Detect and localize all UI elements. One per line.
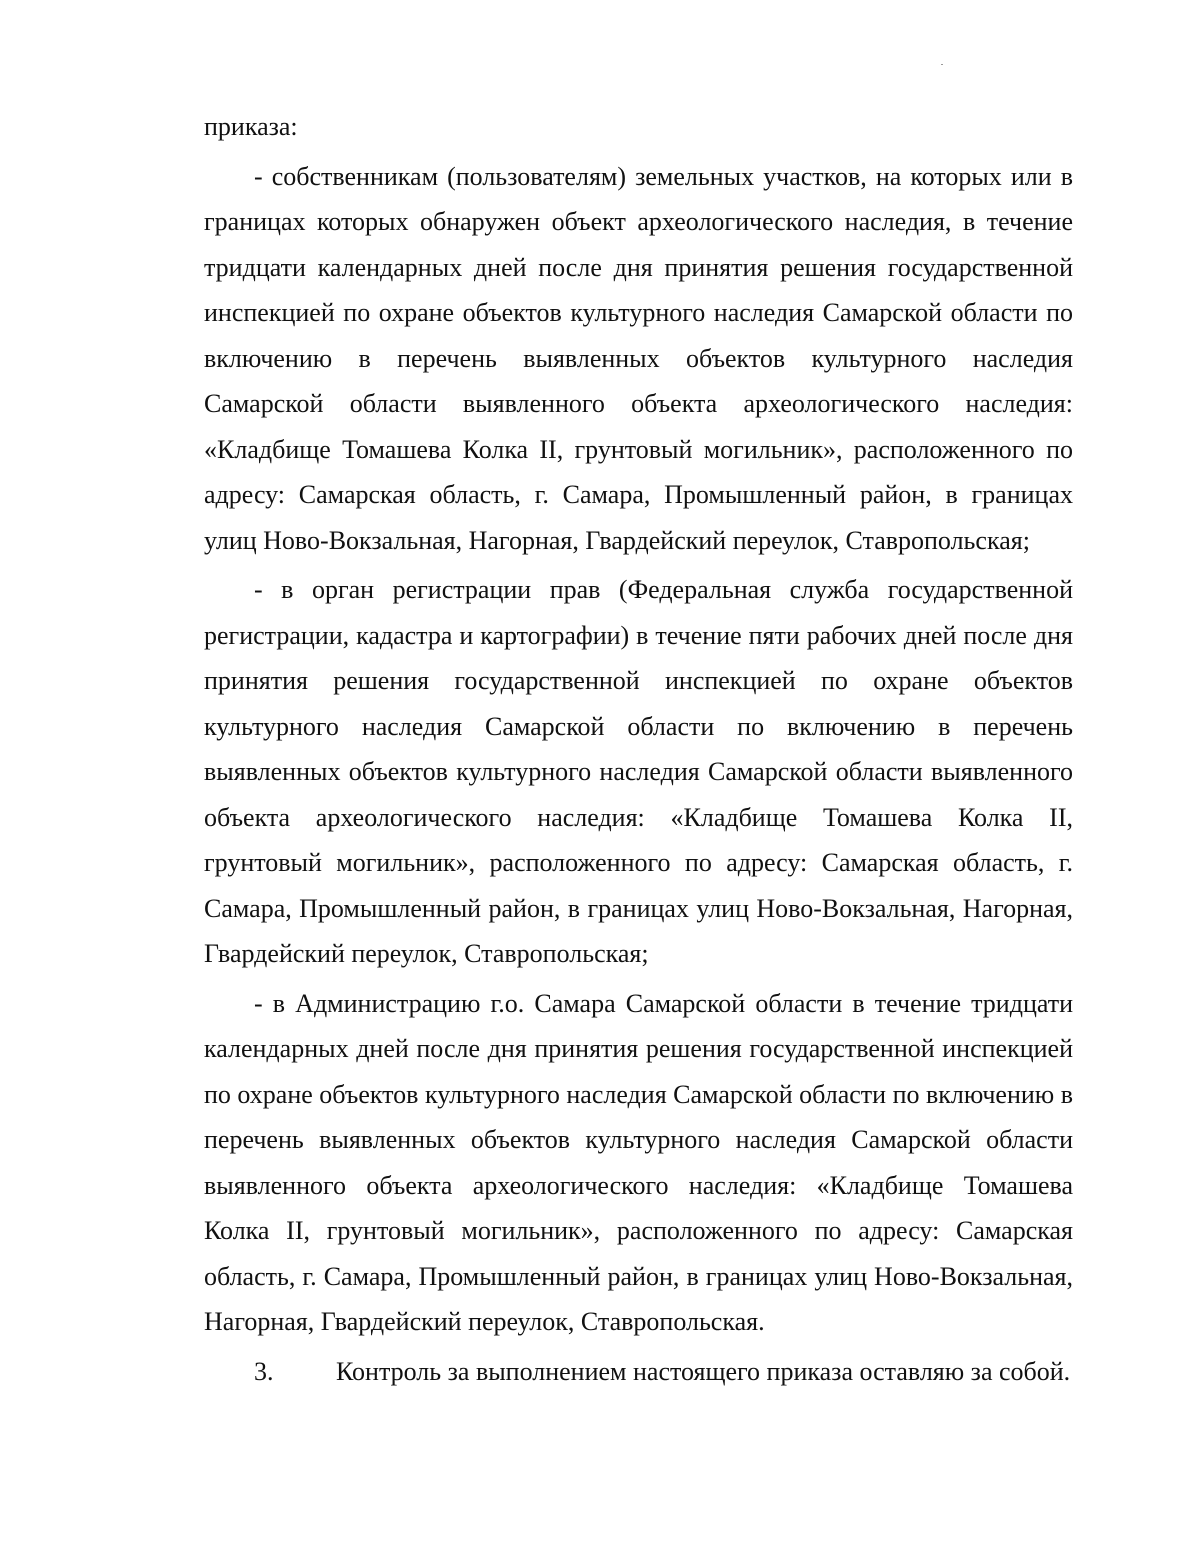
item-3-number: 3. — [254, 1356, 274, 1386]
item-3-text: Контроль за выполнением настоящего приказа оставляю за собой. — [336, 1356, 1071, 1386]
continuation-line: приказа: — [204, 112, 298, 141]
item-3 — [204, 1349, 1073, 1395]
document-body — [204, 104, 1073, 1398]
scan-speck — [941, 64, 943, 65]
paragraph-owners: - собственникам (пользователям) земельных участков, на которых или в границах которых обнаружен объект археологического наследия, в течение тридцати календарных дней после дня принятия решения государственной инспекцией по охране объектов культурного наследия Самарской области по включению в перечень выявленных объектов культурного наследия Самарской области выявленного объекта археологического наследия: «Кладбище Томашева Колка II, грунтовый могильник», расположенного по адресу: Самарская область, г. Самара, Промышленный район, в границах улиц Ново-Вокзальная, Нагорная, Гвардейский переулок, Ставропольская; — [204, 161, 1073, 555]
paragraph-administration: - в Администрацию г.о. Самара Самарской области в течение тридцати календарных дней после дня принятия решения государственной инспекцией по охране объектов культурного наследия Самарской области по включению в перечень выявленных объектов культурного наследия Самарской области выявленного объекта археологического наследия: «Кладбище Томашева Колка II, грунтовый могильник», расположенного по адресу: Самарская область, г. Самара, Промышленный район, в границах улиц Ново-Вокзальная, Нагорная, Гвардейский переулок, Ставропольская. — [204, 988, 1073, 1336]
paragraph-registration-body: - в орган регистрации прав (Федеральная служба государственной регистрации, кадастра и картографии) в течение пяти рабочих дней после дня принятия решения государственной инспекцией по охране объектов культурного наследия Самарской области по включению в перечень выявленных объектов культурного наследия Самарской области выявленного объекта археологического наследия: «Кладбище Томашева Колка II, грунтовый могильник», расположенного по адресу: Самарская область, г. Самара, Промышленный район, в границах улиц Ново-Вокзальная, Нагорная, Гвардейский переулок, Ставропольская; — [204, 575, 1073, 968]
